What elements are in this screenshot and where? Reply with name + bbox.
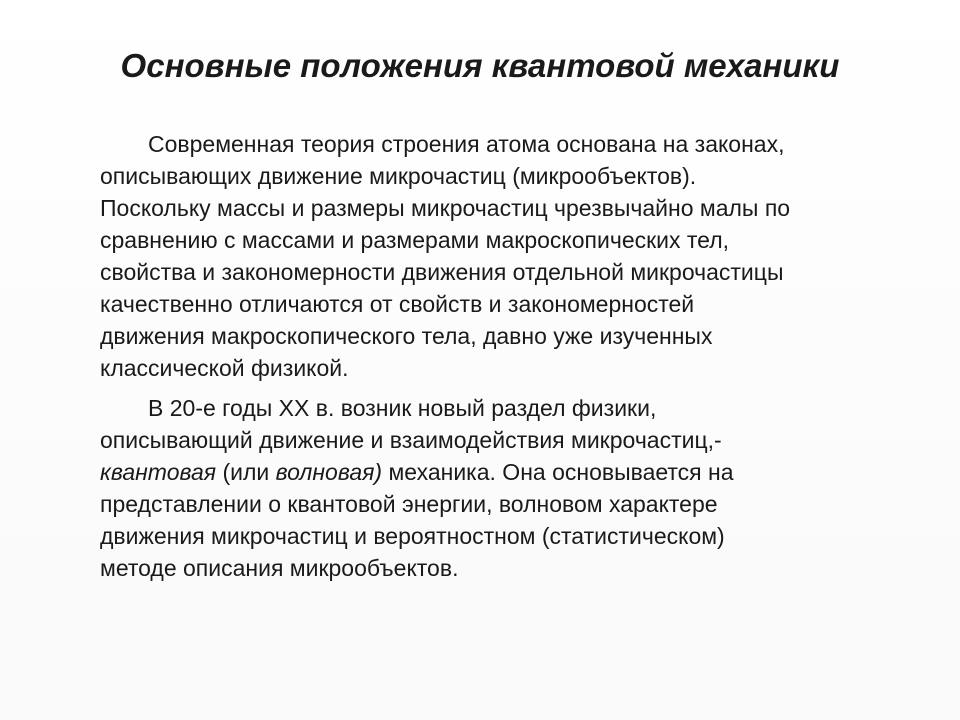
paragraph-2-line: методе описания микрообъектов.: [100, 555, 459, 581]
paragraph-1-line: движения макроскопического тела, давно уже изученных: [100, 323, 713, 349]
paragraph-1-line: сравнению с массами и размерами макроскопических тел,: [100, 227, 730, 253]
paragraph-2: [100, 392, 860, 584]
term-wave: волновая): [275, 459, 383, 485]
paragraph-1: [100, 128, 860, 384]
text-fragment: механика. Она основывается на: [382, 459, 734, 485]
paragraph-1-line: классической физикой.: [100, 355, 349, 381]
paragraph-1-line: свойства и закономерности движения отдельной микрочастицы: [100, 259, 784, 285]
paragraph-2-line: представлении о квантовой энергии, волновом характере: [100, 491, 718, 517]
slide-body: [100, 128, 860, 584]
paragraph-1-line: Современная теория строения атома основана на законах,: [148, 131, 785, 157]
paragraph-1-line: Поскольку массы и размеры микрочастиц чрезвычайно малы по: [100, 195, 791, 221]
paragraph-2-line: [100, 456, 860, 488]
paragraph-1-line: описывающих движение микрочастиц (микрообъектов).: [100, 163, 697, 189]
slide-title: Основные положения квантовой механики: [120, 47, 840, 84]
paragraph-2-line: описывающий движение и взаимодействия микрочастиц,-: [100, 427, 722, 453]
text-fragment: (или: [216, 459, 276, 485]
paragraph-1-line: качественно отличаются от свойств и закономерностей: [100, 291, 695, 317]
term-quantum: квантовая: [100, 459, 217, 485]
paragraph-2-line: В 20-е годы ХХ в. возник новый раздел физики,: [148, 395, 657, 421]
paragraph-2-line: движения микрочастиц и вероятностном (статистическом): [100, 523, 725, 549]
